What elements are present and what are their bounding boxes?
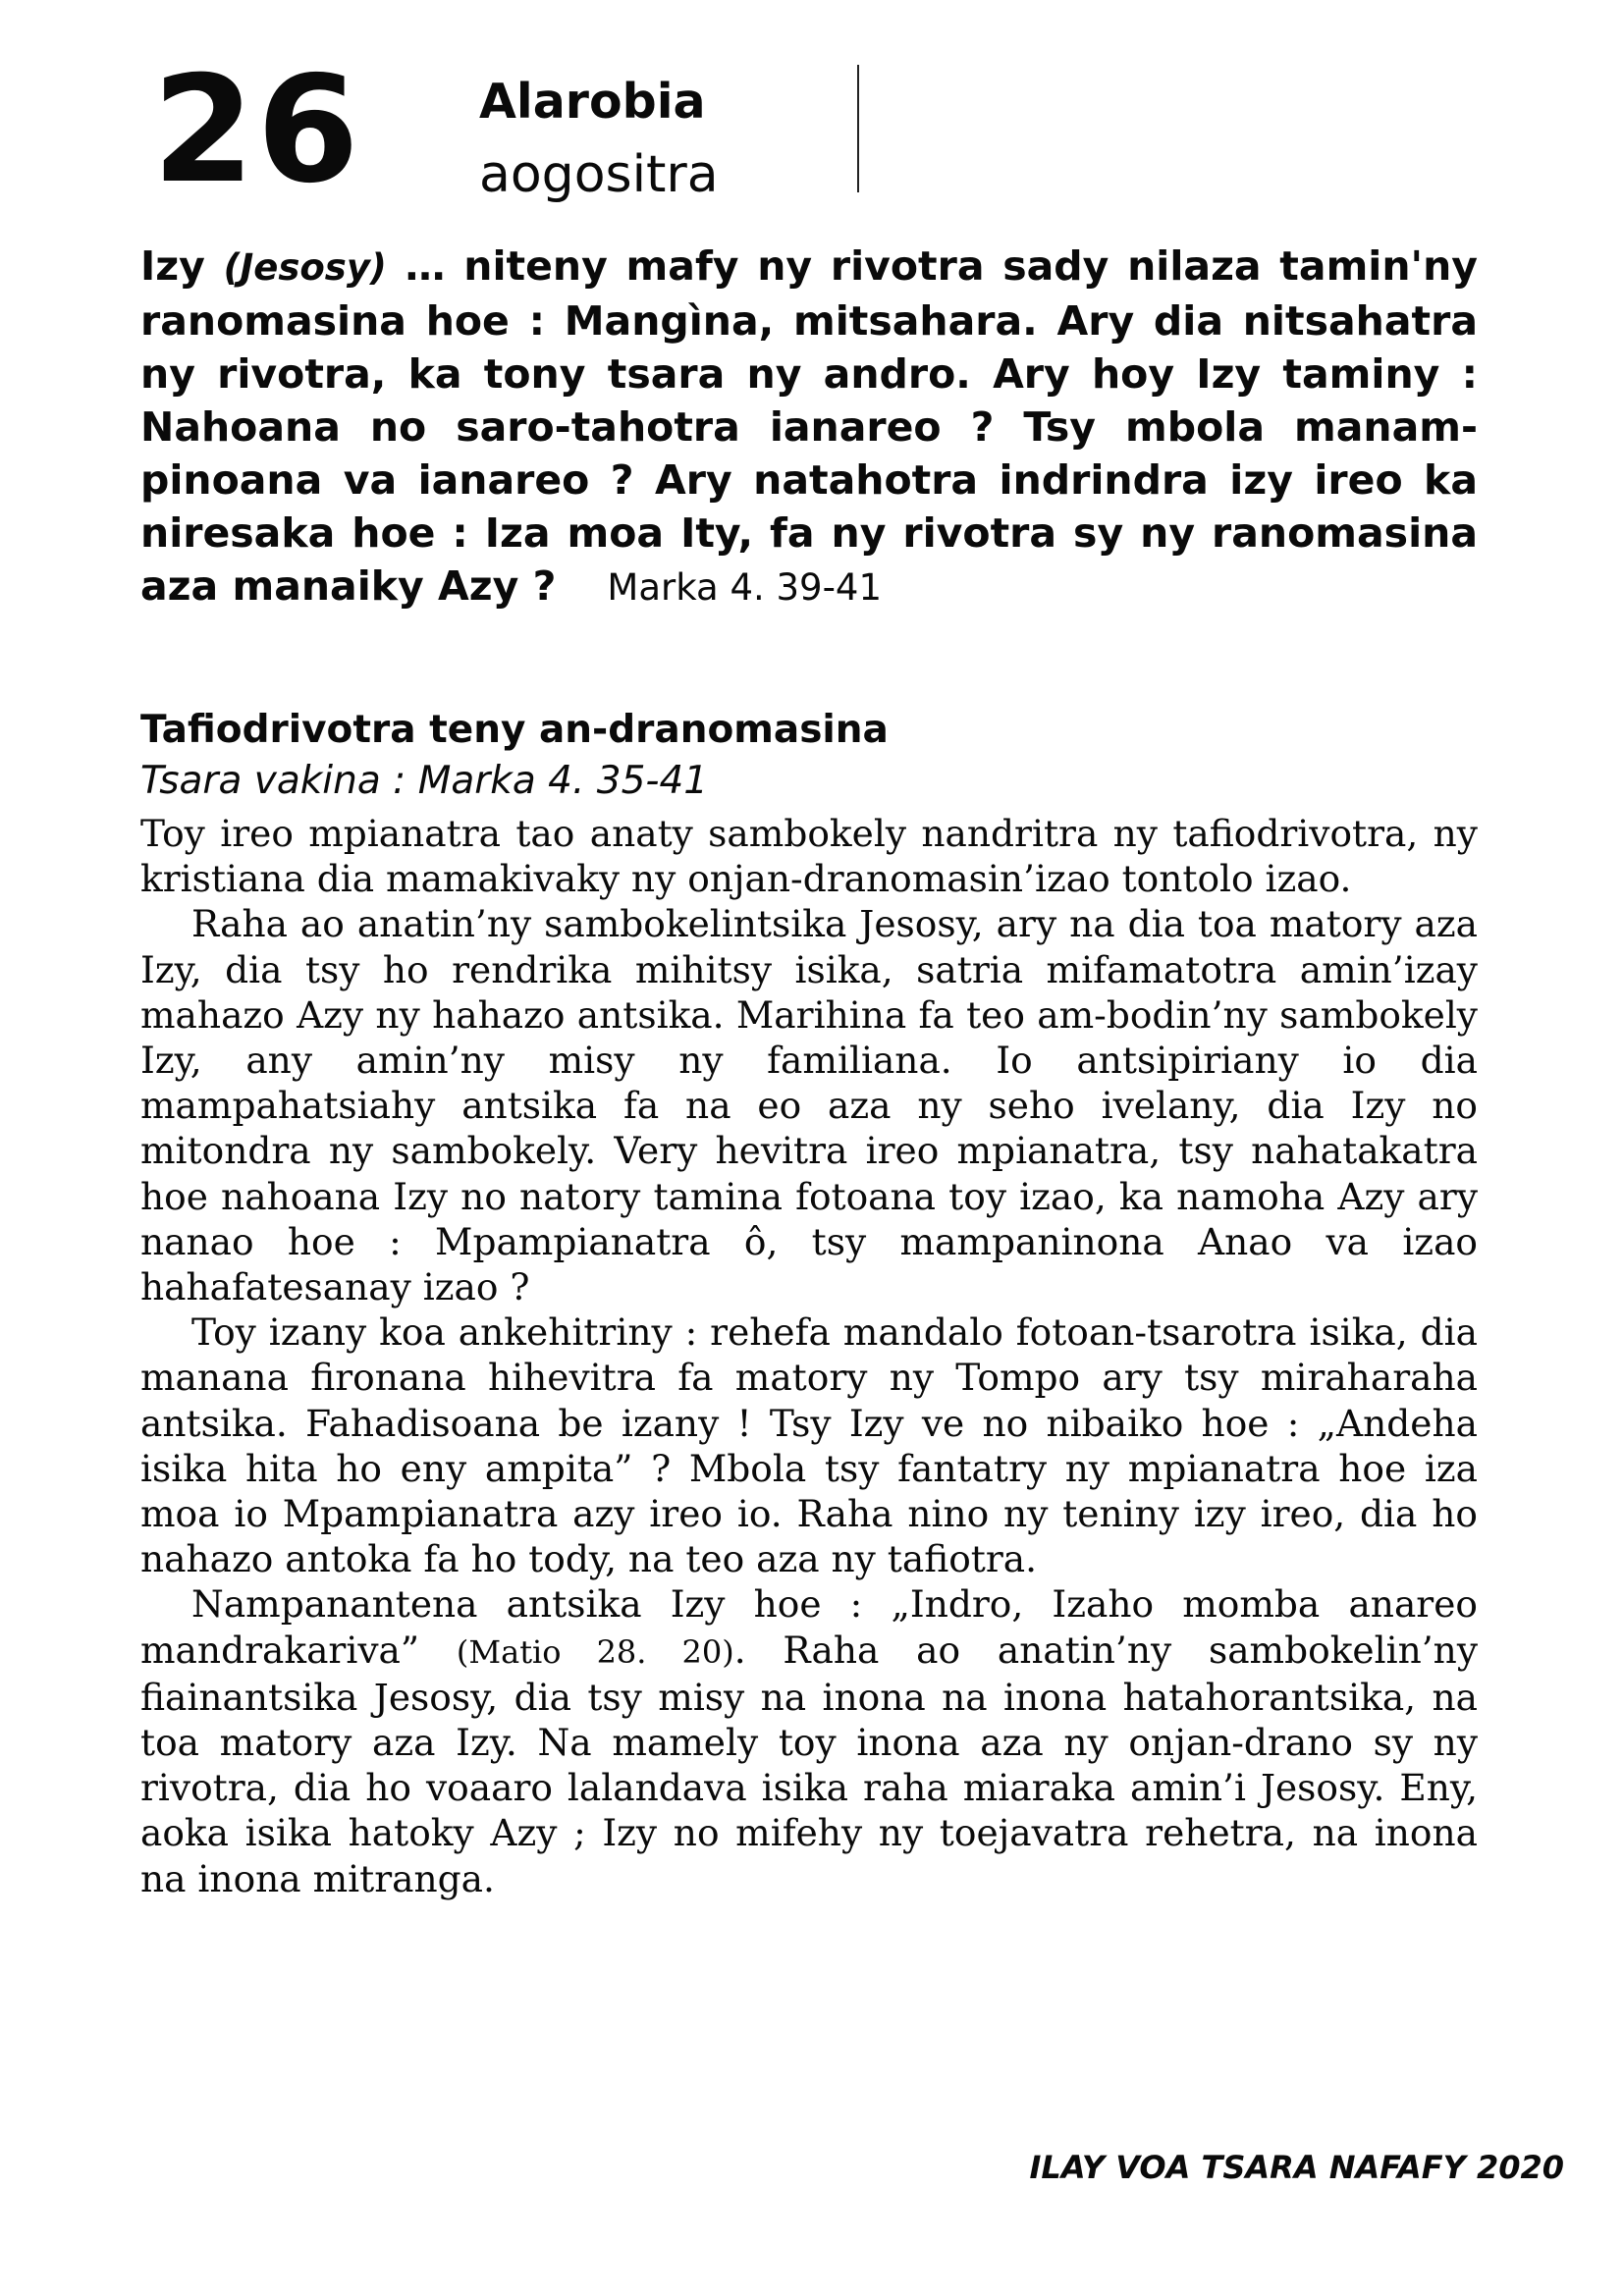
paragraph: Toy ireo mpianatra tao anaty sambokely nandritra ny tafiodrivotra, ny kristiana dia mamakivaky ny onjan-dranomasin’izao tontolo izao. [140,812,1478,901]
day-number: 26 [152,45,361,216]
verse-reference: Marka 4. 39-41 [607,566,883,609]
paragraph: Toy izany koa ankehitriny : rehefa mandalo fotoan-tsarotra isika, dia manana fironana hihevitra fa matory ny Tompo ary tsy miraharaha antsika. Fahadisoana be izany ! Tsy Izy ve no nibaiko hoe : „Andeha isika hita ho eny ampita” ? Mbola tsy fantatry ny mpianatra hoe iza moa io Mpampianatra azy ireo io. Raha nino ny teniny izy ireo, dia ho nahazo antoka fa ho tody, na teo aza ny tafiotra. [140,1310,1478,1581]
header-divider [857,65,859,192]
weekday: Alarobia [479,74,706,130]
paragraph [140,1581,1478,1900]
verse-start: Izy [140,242,224,290]
paragraph-text: . Raha ao anatin’ny sambokelin’ny fiainantsika Jesosy, dia tsy misy na inona na inona hatahorantsika, na toa matory aza Izy. Na mamely toy inona aza ny onjan-drano sy ny rivotra, dia ho voaaro lalandava isika raha miaraka amin’i Jesosy. Eny, aoka isika hatoky Azy ; Izy no mifehy ny toejavatra rehetra, na inona na inona mitranga. [140,1628,1479,1900]
verse-aside: (Jesosy) [223,246,387,289]
month: aogositra [479,145,719,204]
daily-verse [140,240,1478,614]
suggested-reading: Tsara vakina : Marka 4. 35-41 [140,759,709,803]
meditation-title: Tafiodrivotra teny an-dranomasina [140,708,889,752]
paragraph-text: Nampanantena antsika Izy hoe : „Indro, Izaho momba anareo mandrakariva” [140,1582,1478,1672]
paragraph: Raha ao anatin’ny sambokelintsika Jesosy, ary na dia toa matory aza Izy, dia tsy ho rendrika mihitsy isika, satria mifamatotra amin’izay mahazo Azy ny hahazo antsika. Marihina fa teo am-bodin’ny sambokely Izy, any amin’ny misy ny familiana. Io antsipiriany io dia mampahatsiahy antsika fa na eo aza ny seho ivelany, dia Izy no mitondra ny sambokely. Very hevitra ireo mpianatra, tsy nahatakatra hoe nahoana Izy no natory tamina fotoana toy izao, ka namoha Azy ary nanao hoe : Mpampianatra ô, tsy mampaninona Anao va izao hahafatesanay izao ? [140,902,1478,1309]
cross-reference: (Matio 28. 20) [456,1632,734,1671]
publication-footer: ILAY VOA TSARA NAFAFY 2020 [1029,2149,1564,2186]
meditation-body [140,811,1478,1901]
verse-text: … niteny mafy ny rivotra sady nilaza tamin'ny ranomasina hoe : Mangìna, mitsahara. Ary dia nitsahatra ny rivotra, ka tony tsara ny andro. Ary hoy Izy taminy : Nahoana no saro-tahotra ianareo ? Tsy mbola manam-pinoana va ianareo ? Ary natahotra indrindra izy ireo ka niresaka hoe : Iza moa Ity, fa ny rivotra sy ny ranomasina aza manaiky Azy ? [140,242,1479,610]
